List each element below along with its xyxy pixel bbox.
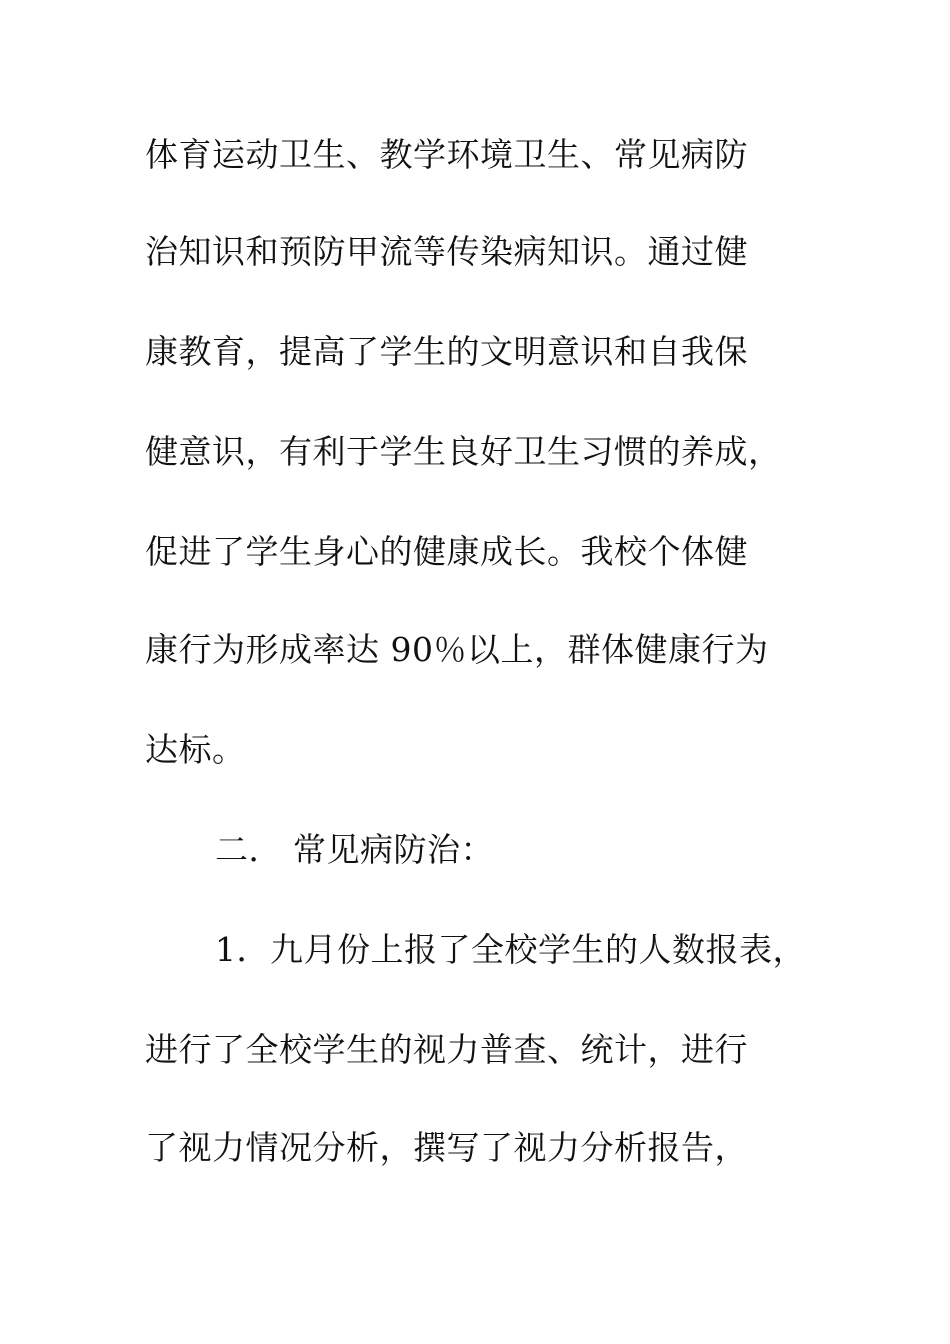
section-heading: 二． 常见病防治： <box>215 830 494 869</box>
text-line-1: 体育运动卫生、教学环境卫生、常见病防 <box>145 135 748 174</box>
text-line-9: 1．九月份上报了全校学生的人数报表， <box>215 930 806 969</box>
text-line-7: 达标。 <box>145 730 246 769</box>
text-line-10: 进行了全校学生的视力普查、统计，进行 <box>145 1030 748 1069</box>
text-line-4: 健意识，有利于学生良好卫生习惯的养成， <box>145 432 782 471</box>
text-line-3: 康教育，提高了学生的文明意识和自我保 <box>145 332 748 371</box>
text-line-2: 治知识和预防甲流等传染病知识。通过健 <box>145 232 748 271</box>
text-line-5: 促进了学生身心的健康成长。我校个体健 <box>145 532 748 571</box>
text-line-11: 了视力情况分析，撰写了视力分析报告， <box>145 1128 748 1167</box>
text-line-6: 康行为形成率达 90％以上，群体健康行为 <box>145 630 769 669</box>
